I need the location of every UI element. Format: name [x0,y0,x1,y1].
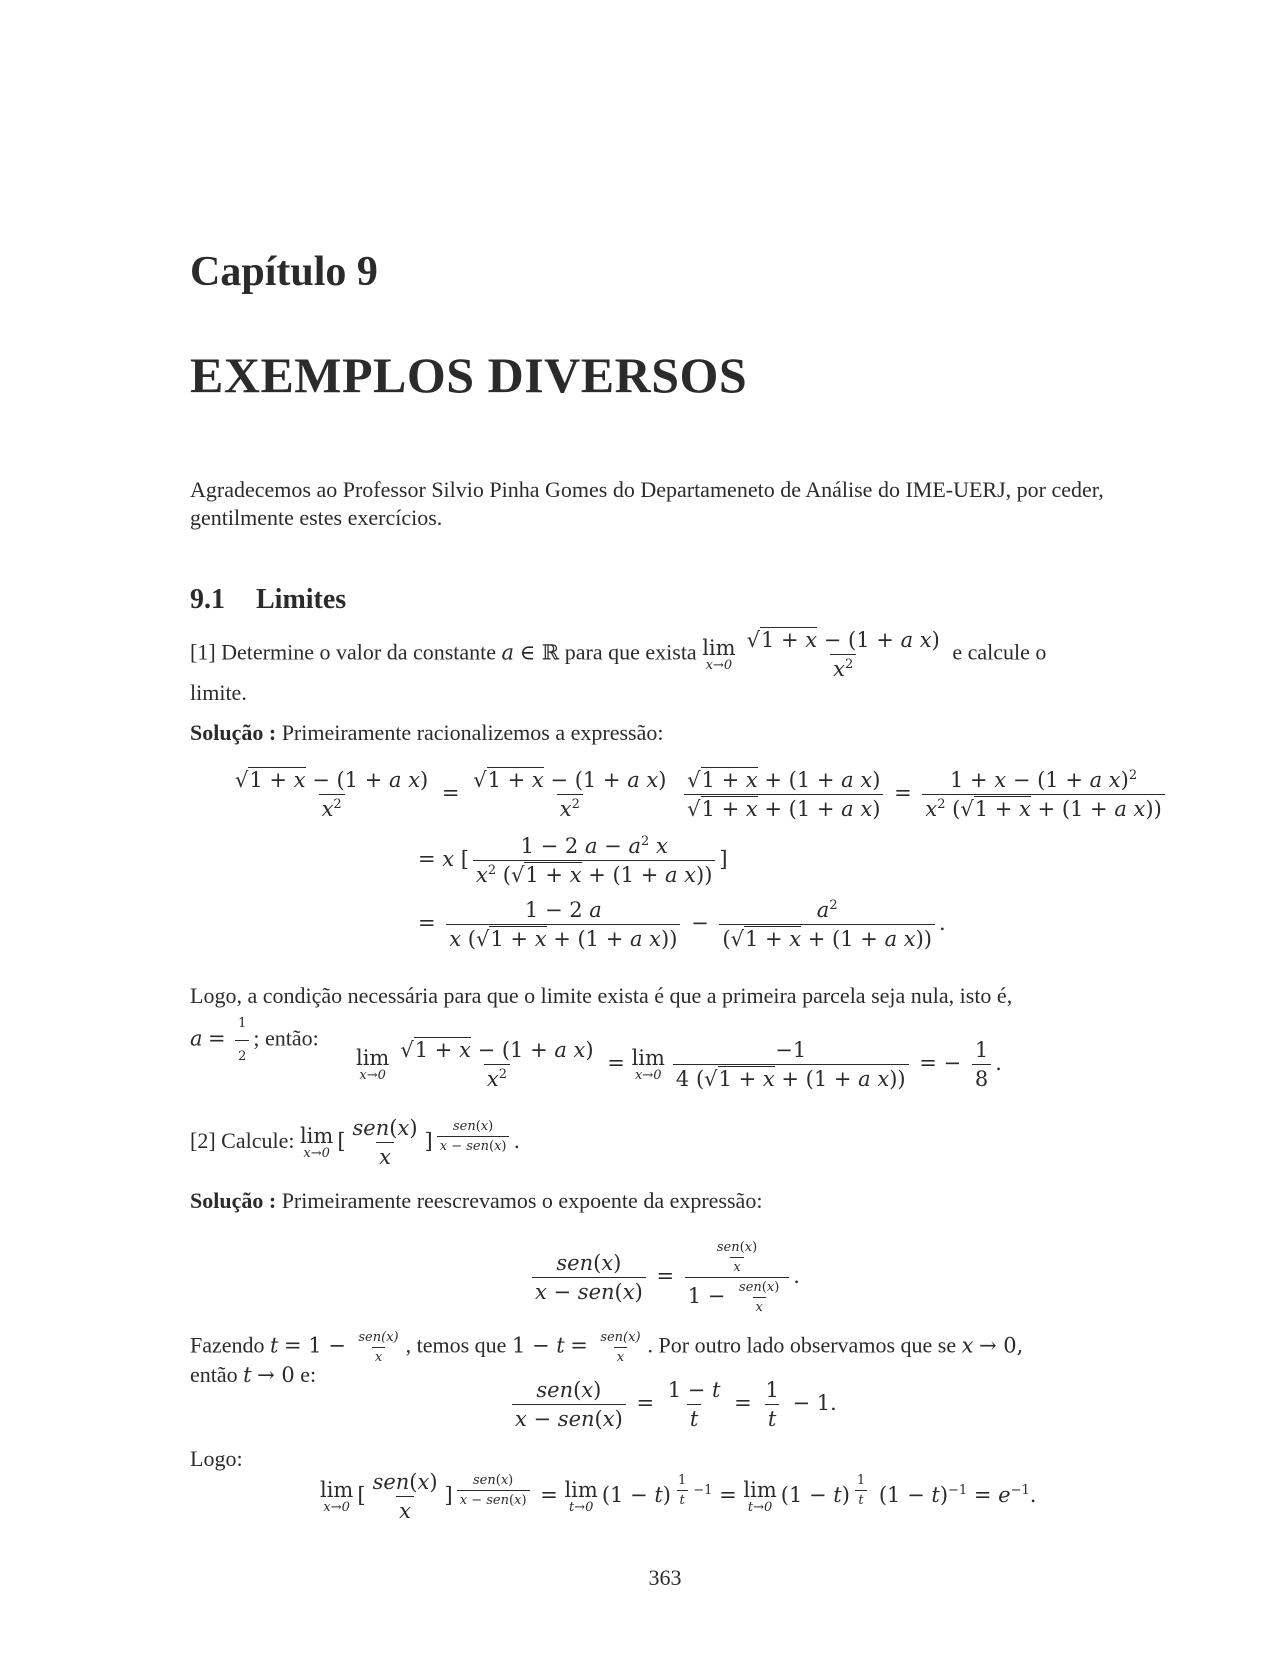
ex2-entao: então [190,1362,238,1387]
ex2-exponent-equation: $\frac{\text{sen(x)}}{\text{x − sen(x)}}$ = $\frac{\text{sen(x)}}{x}$ 1 − $\frac{\text{sen(x)}}{x}$ . [528,1240,800,1315]
ex1-solution-label: Solução : [190,720,277,745]
ex2-fazendo-a: Fazendo [190,1332,265,1358]
ex2-entao-line: então t → 0 e: [190,1362,317,1387]
ex1-solution-text: Primeiramente racionalizemos a expressão: [281,720,664,745]
section-heading [190,584,346,616]
ex2-fazendo-c: . Por outro lado observamos que se [647,1332,957,1358]
section-number: 9.1 [190,584,225,615]
ex1-text-c: e calcule o [952,639,1047,665]
ex1-equation-line-3: = $\frac{1 - 2 a}{\text{x (√1 + x + (1 + a x))}}$ − $\frac{a^2}{\text{(√1 + x + (1 + a x))}}$ . [418,898,946,951]
ex1-text-a: [1] Determine o valor da constante [190,639,497,665]
ex2-fazendo-b: , temos que [405,1332,507,1358]
ex1-equation-line-2: = x [ $\frac{1 - 2 a - a^2 x}{x^2 (√1 + x + (1 + a x))}$ ] [418,834,728,887]
ex2-solution-line [190,1188,762,1214]
ex2-entao-tail: e: [300,1362,317,1387]
ex1-solution-line [190,720,663,746]
ex1-logo-sentence: Logo, a condição necessária para que o limite exista é que a primeira parcela seja nula, isto é, [190,983,1013,1008]
intro-paragraph: Agradecemos ao Professor Silvio Pinha Gomes do Departameneto de Análise do IME-UERJ, por ceder, gentilmente estes exercícios. [190,477,1104,530]
ex1-limit-result: lim x→0 $\frac{\text{√1 + x − (1 + a x)}}{x^2}$ = lim x→0 $\frac{-1}{\text{4 (√1 + x + (1 + a x))}}$ = − $\frac{1}{8}$ . [356,1038,1002,1091]
ex2-solution-label: Solução : [190,1188,277,1213]
chapter-title: EXEMPLOS DIVERSOS [190,347,748,403]
ex1-logo-text: Logo, a condição necessária para que o limite exista é que a primeira parcela seja nula, isto é, a = $\frac{1}{2}$ ; então: [190,982,1130,1071]
page-number: 363 [648,1565,682,1590]
ex2-solution-text: Primeiramente reescrevamos o expoente da expressão: [281,1188,763,1213]
ex2-logo: Logo: [190,1446,243,1471]
ex2-statement: [2] Calcule: lim x→0 [ $\frac{\text{sen(x)}}{x}$ ] $^{\frac{\text{sen(x)}}{\text{x − sen(x)}}}$ . [190,1116,521,1169]
ex1-equation-line-1: $\frac{\text{√1 + x − (1 + a x)}}{x^2}$ = $\frac{\text{√1 + x − (1 + a x)}}{x^2}$ $\frac{\text{√1 + x + (1 + a x)}}{\text{√1 + x + (1 + a x)}}$ = $\frac{1 + x - (1 + a x)^2}{x^2 (√1 + x + (1 + a x))}$ [228,768,1169,821]
ex1-text-b: para que exista [564,639,697,665]
ex2-statement-text: [2] Calcule: [190,1128,295,1153]
ex1-statement: [1] Determine o valor da constante a ∈ ℝ para que exista lim x→0 $\frac{\text{√1 + x − (1 + a x)}}{x^2}$ e calcule o [190,628,1047,681]
ex1-statement-end: limite. [190,680,247,705]
ex2-final-equation: lim x→0 [ $\frac{\text{sen(x)}}{x}$ ] $^{\frac{\text{sen(x)}}{\text{x − sen(x)}}}$ = lim t→0 (1 − t) $^{\frac{1}{t} -1}$ = lim t→0 (1 − t) $^{\frac{1}{t}}$ $(1 - t)^{-1} = e^{-1}$. [320,1470,1037,1523]
ex2-fazendo-line: Fazendo t = 1 − $\frac{\text{sen(x)}}{x}$ , temos que 1 − t = $\frac{\text{sen(x)}}{x}$ . Por outro lado observamos que se x → 0, [190,1330,1024,1365]
section-title: Limites [256,584,347,615]
ex1-logo-tail: ; então: [253,1025,319,1051]
ex2-substitution-equation: $\frac{\text{sen(x)}}{\text{x − sen(x)}}$ = $\frac{1 - t}{t}$ = $\frac{1}{t}$ − 1. [508,1378,837,1431]
chapter-label: Capítulo 9 [190,249,378,295]
